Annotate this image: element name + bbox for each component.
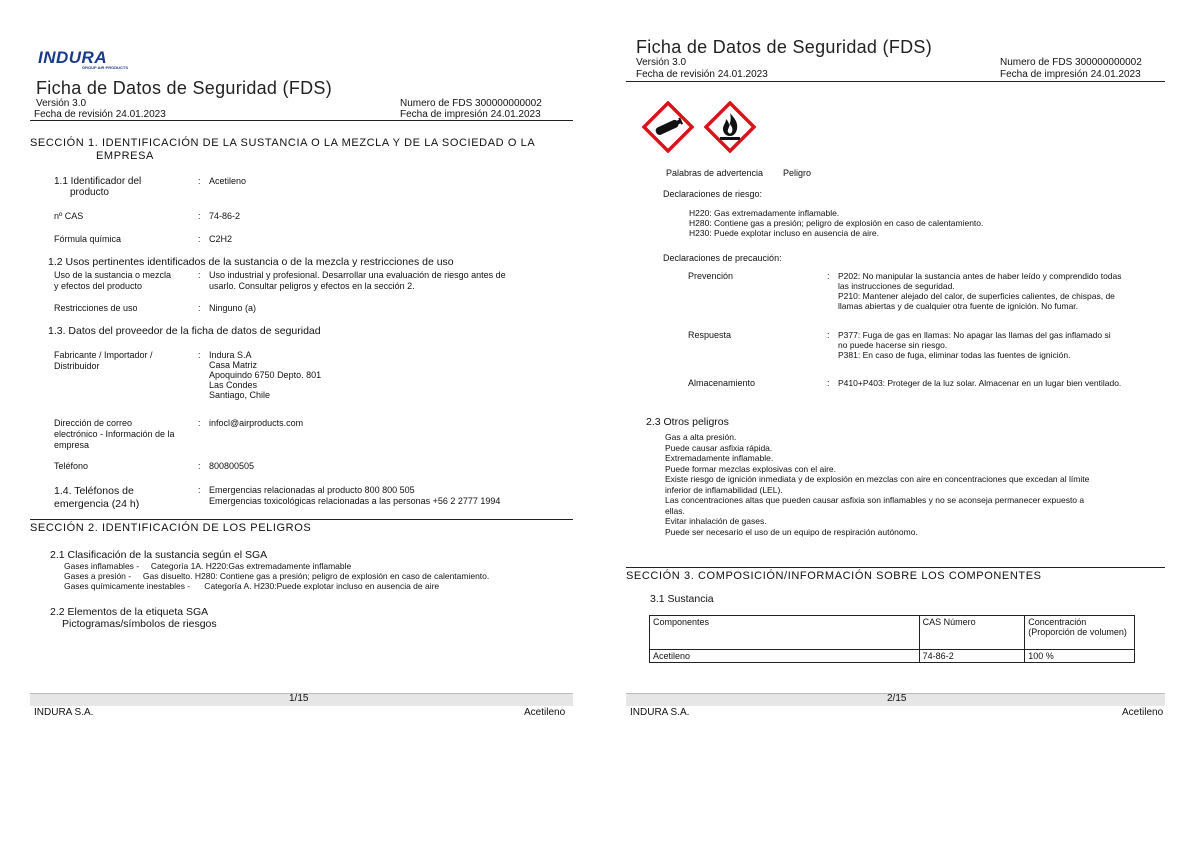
address-line: Santiago, Chile <box>209 390 271 400</box>
table-row <box>650 650 1135 663</box>
table-cell: 100 % <box>1025 650 1135 663</box>
classification-list <box>64 561 489 591</box>
hazard-statement: H220: Gas extremadamente inflamable. <box>689 208 840 218</box>
fds-number: Numero de FDS 300000000002 <box>1000 57 1142 68</box>
colon: : <box>198 211 201 221</box>
uses-heading: 1.2 Usos pertinentes identificados de la sustancia o de la mezcla y restricciones de uso <box>48 256 454 268</box>
emergency-value: Emergencias relacionadas al producto 800 800 505 <box>209 485 415 495</box>
composition-table <box>649 615 1135 663</box>
print-date: Fecha de impresión 24.01.2023 <box>1000 69 1141 80</box>
page-number: 1/15 <box>289 693 309 704</box>
email-label: Dirección de correo <box>54 418 133 428</box>
other-hazard-line: Puede ser necesario el uso de un equipo de respiración autónomo. <box>665 526 918 537</box>
response-label: Respuesta <box>688 330 732 340</box>
hazard-statements-list <box>689 208 983 238</box>
colon: : <box>198 270 201 280</box>
hazard-statement: H230: Puede explotar incluso en ausencia de aire. <box>689 228 879 238</box>
other-hazards-heading: 2.3 Otros peligros <box>646 416 729 428</box>
fds-number: Numero de FDS 300000000002 <box>400 98 542 109</box>
address-line: Indura S.A <box>209 350 252 360</box>
hazard-statements-heading: Declaraciones de riesgo: <box>663 189 763 199</box>
table-header-cell: Componentes <box>650 616 920 650</box>
table-cell: 74-86-2 <box>919 650 1025 663</box>
pictograms-label: Pictogramas/símbolos de riesgos <box>62 618 217 630</box>
restrictions-value: Ninguno (a) <box>209 303 257 313</box>
manufacturer-label: Fabricante / Importador / <box>54 350 153 360</box>
section3-heading: SECCIÓN 3. COMPOSICIÓN/INFORMACIÓN SOBRE LOS COMPONENTES <box>626 570 1042 582</box>
revision-date: Fecha de revisión 24.01.2023 <box>34 109 166 120</box>
colon: : <box>827 330 830 340</box>
manufacturer-address <box>209 350 321 400</box>
colon: : <box>198 303 201 313</box>
flame-icon <box>704 101 756 153</box>
emergency-value-cont: Emergencias toxicológicas relacionadas a las personas +56 2 2777 1994 <box>209 496 501 506</box>
address-line: Casa Matriz <box>209 360 258 370</box>
table-header-cell: CAS Número <box>919 616 1025 650</box>
classification-line: Gases químicamente inestables - Categoría A. H230:Puede explotar incluso en ausencia de aire <box>64 581 440 591</box>
use-label: Uso de la sustancia o mezcla <box>54 270 172 280</box>
formula-value: C2H2 <box>209 234 233 244</box>
version: Versión 3.0 <box>36 98 87 109</box>
colon: : <box>827 271 830 281</box>
section2-heading: SECCIÓN 2. IDENTIFICACIÓN DE LOS PELIGROS <box>30 522 312 534</box>
gas-cylinder-icon <box>642 101 694 153</box>
restrictions-label: Restricciones de uso <box>54 303 138 313</box>
formula-label: Fórmula química <box>54 234 122 244</box>
colon: : <box>827 378 830 388</box>
manufacturer-label-cont: Distribuidor <box>54 361 100 371</box>
hazard-statement: H280: Contiene gas a presión; peligro de explosión en caso de calentamiento. <box>689 218 984 228</box>
response-line: P381: En caso de fuga, eliminar todas las fuentes de ignición. <box>838 350 1071 360</box>
other-hazard-line: Puede formar mezclas explosivas con el aire. <box>665 463 837 474</box>
label-elements-heading: 2.2 Elementos de la etiqueta SGA <box>50 606 209 618</box>
colon: : <box>198 350 201 360</box>
product-id-label-cont: producto <box>70 187 109 198</box>
precaution-heading: Declaraciones de precaución: <box>663 253 782 263</box>
other-hazard-line: Evitar inhalación de gases. <box>665 516 767 526</box>
product-id-value: Acetileno <box>209 176 247 186</box>
other-hazards-list <box>665 432 1089 537</box>
email-value: infocl@airproducts.com <box>209 418 304 428</box>
supplier-heading: 1.3. Datos del proveedor de la ficha de datos de seguridad <box>48 325 321 337</box>
footer-company: INDURA S.A. <box>34 707 94 718</box>
colon: : <box>198 234 201 244</box>
other-hazard-line: Existe riesgo de ignición inmediata y de explosión en mezclas con aire en concentraciones que excedan al límite <box>665 474 1090 484</box>
version: Versión 3.0 <box>636 57 687 68</box>
prevention-text <box>838 271 1122 311</box>
storage-value: P410+P403: Proteger de la luz solar. Almacenar en un lugar bien ventilado. <box>838 378 1122 388</box>
colon: : <box>198 461 201 471</box>
classification-line: Gases inflamables - Categoría 1A. H220:Gas extremadamente inflamable <box>64 561 352 571</box>
prevention-line: P202: No manipular la sustancia antes de haber leído y comprendido todas <box>838 271 1122 281</box>
section1-heading-cont: EMPRESA <box>96 150 154 162</box>
prevention-line: llamas abiertas y de cualquier otra fuente de ignición. No fumar. <box>838 301 1079 311</box>
prevention-line: P210: Mantener alejado del calor, de superficies calientes, de chispas, de <box>838 291 1115 301</box>
use-value: Uso industrial y profesional. Desarrollar una evaluación de riesgo antes de <box>209 270 506 280</box>
footer-product: Acetileno <box>524 707 566 718</box>
revision-date: Fecha de revisión 24.01.2023 <box>636 69 768 80</box>
classification-heading: 2.1 Clasificación de la sustancia según el SGA <box>50 549 268 561</box>
cas-value: 74-86-2 <box>209 211 241 221</box>
header-rule <box>626 81 1165 82</box>
storage-label: Almacenamiento <box>688 378 756 388</box>
prevention-line: las instrucciones de seguridad. <box>838 281 955 291</box>
other-hazard-line: Gas a alta presión. <box>665 432 737 442</box>
phone-value: 800800505 <box>209 461 255 471</box>
other-hazard-line: Extremadamente inflamable. <box>665 453 774 463</box>
table-header-row <box>650 616 1135 650</box>
address-line: Las Condes <box>209 380 258 390</box>
signal-word-value: Peligro <box>783 168 812 178</box>
page-2 <box>600 0 1200 849</box>
phone-label: Teléfono <box>54 461 89 471</box>
other-hazard-line: Las concentraciones altas que pueden causar asfixia son inflamables y no se aconseja permanecer expuesto a <box>665 495 1085 505</box>
colon: : <box>198 176 201 186</box>
header-rule <box>30 120 573 121</box>
page-number: 2/15 <box>887 693 907 704</box>
logo-tagline: GROUP AIR PRODUCTS <box>82 65 129 70</box>
emergency-label-cont: emergencia (24 h) <box>54 498 140 510</box>
email-label-cont: empresa <box>54 440 90 450</box>
address-line: Apoquindo 6750 Depto. 801 <box>209 370 322 380</box>
classification-line: Gases a presión - Gas disuelto. H280: Contiene gas a presión; peligro de explosión en caso de calentamiento. <box>64 571 490 581</box>
prevention-label: Prevención <box>688 271 734 281</box>
section1-heading: SECCIÓN 1. IDENTIFICACIÓN DE LA SUSTANCIA O LA MEZCLA Y DE LA SOCIEDAD O LA <box>30 137 536 149</box>
document-title: Ficha de Datos de Seguridad (FDS) <box>636 37 933 57</box>
section-rule <box>626 567 1165 568</box>
response-line: no puede hacerse sin riesgo. <box>838 340 948 350</box>
cas-label: nº CAS <box>54 211 84 221</box>
other-hazard-line: inferior de inflamabilidad (LEL). <box>665 484 783 495</box>
use-value-cont: usarlo. Consultar peligros y efectos en la sección 2. <box>209 281 415 291</box>
colon: : <box>198 418 201 428</box>
signal-word-label: Palabras de advertencia <box>666 168 764 178</box>
logo-brand: INDURA <box>38 48 108 67</box>
other-hazard-line: Puede causar asfixia rápida. <box>665 442 773 453</box>
table-header-cell: Concentración (Proporción de volumen) <box>1025 616 1135 650</box>
footer-company: INDURA S.A. <box>630 707 690 718</box>
response-text <box>838 330 1111 360</box>
product-id-label: 1.1 Identificador del <box>54 176 142 187</box>
other-hazard-line: ellas. <box>665 505 685 516</box>
document-title: Ficha de Datos de Seguridad (FDS) <box>36 78 333 98</box>
footer-product: Acetileno <box>1122 707 1164 718</box>
use-label-cont: y efectos del producto <box>54 281 143 291</box>
section-rule <box>30 519 573 520</box>
colon: : <box>198 485 201 495</box>
substance-heading: 3.1 Sustancia <box>650 593 714 605</box>
emergency-label: 1.4. Teléfonos de <box>54 485 134 497</box>
print-date: Fecha de impresión 24.01.2023 <box>400 109 541 120</box>
table-cell: Acetileno <box>650 650 920 663</box>
response-line: P377: Fuga de gas en llamas: No apagar las llamas del gas inflamado si <box>838 330 1111 340</box>
indura-logo <box>38 50 133 70</box>
email-label-cont: electrónico - Información de la <box>54 429 175 439</box>
